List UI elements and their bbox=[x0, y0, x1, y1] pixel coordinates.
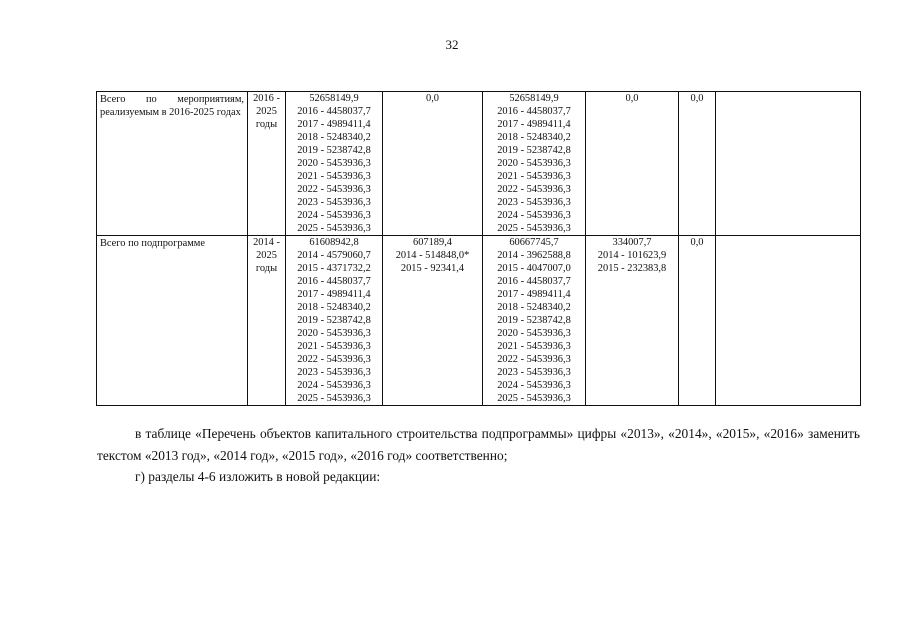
cell-line: 2014 - 101623,9 bbox=[597, 250, 667, 261]
cell-line: 2018 - 5248340,2 bbox=[497, 132, 571, 143]
cell-regional-budget bbox=[483, 92, 586, 236]
cell-line: 2016 - 4458037,7 bbox=[297, 106, 371, 117]
cell-line: 2018 - 5248340,2 bbox=[297, 132, 371, 143]
cell-local-budget bbox=[586, 236, 679, 406]
cell-line: 2024 - 5453936,3 bbox=[297, 380, 371, 391]
cell-extra bbox=[716, 92, 861, 236]
cell-line: 2019 - 5238742,8 bbox=[497, 145, 571, 156]
cell-event-name bbox=[97, 92, 248, 236]
cell-line: 2014 - bbox=[253, 237, 280, 248]
cell-period bbox=[248, 92, 286, 236]
cell-total-funding bbox=[286, 92, 383, 236]
paragraph-sections: г) разделы 4-6 изложить в новой редакции: bbox=[135, 469, 381, 484]
cell-line: 0,0 bbox=[690, 237, 704, 248]
cell-federal-budget bbox=[383, 92, 483, 236]
cell-line: 2025 - 5453936,3 bbox=[297, 223, 371, 234]
cell-line: 2022 - 5453936,3 bbox=[297, 354, 371, 365]
cell-line: 0,0 bbox=[625, 93, 639, 104]
cell-line: 2024 - 5453936,3 bbox=[497, 210, 571, 221]
cell-line: 2020 - 5453936,3 bbox=[297, 158, 371, 169]
cell-line: 2024 - 5453936,3 bbox=[497, 380, 571, 391]
cell-local-budget bbox=[586, 92, 679, 236]
cell-line: 2019 - 5238742,8 bbox=[297, 315, 371, 326]
cell-line: 2022 - 5453936,3 bbox=[497, 354, 571, 365]
cell-line: 2021 - 5453936,3 bbox=[497, 341, 571, 352]
cell-line: 52658149,9 bbox=[309, 93, 359, 104]
cell-line: 2023 - 5453936,3 bbox=[497, 367, 571, 378]
cell-line: 2020 - 5453936,3 bbox=[497, 158, 571, 169]
cell-line: 2014 - 3962588,8 bbox=[497, 250, 571, 261]
cell-other-sources bbox=[679, 236, 716, 406]
cell-line: 2025 - 5453936,3 bbox=[497, 393, 571, 404]
cell-line: Всего по мероприятиям, реализуемым в 2016-2025 годах bbox=[100, 94, 244, 118]
paragraph-table-years: в таблице «Перечень объектов капитального строительства подпрограммы» цифры «2013», «2014», «2015», «2016» заменить текстом «2013 год», «2014 год», «2015 год», «2016 год» соответственно; bbox=[97, 426, 860, 463]
cell-line: 607189,4 bbox=[413, 237, 452, 248]
cell-line: 2017 - 4989411,4 bbox=[297, 119, 371, 130]
cell-line: 2025 - 5453936,3 bbox=[497, 223, 571, 234]
cell-line: 2016 - 4458037,7 bbox=[497, 106, 571, 117]
funding-table bbox=[96, 91, 861, 406]
cell-line: Всего по подпрограмме bbox=[100, 238, 205, 249]
table-row bbox=[97, 92, 861, 236]
cell-federal-budget bbox=[383, 236, 483, 406]
cell-line: годы bbox=[255, 119, 278, 130]
cell-line: 2018 - 5248340,2 bbox=[497, 302, 571, 313]
cell-line: 2015 - 4047007,0 bbox=[497, 263, 571, 274]
cell-line: 2015 - 4371732,2 bbox=[297, 263, 371, 274]
cell-line: 0,0 bbox=[690, 93, 704, 104]
cell-line: 2016 - bbox=[253, 93, 280, 104]
cell-line: 52658149,9 bbox=[509, 93, 559, 104]
cell-line: 2014 - 4579060,7 bbox=[297, 250, 371, 261]
cell-period bbox=[248, 236, 286, 406]
cell-line: 2021 - 5453936,3 bbox=[297, 171, 371, 182]
cell-regional-budget bbox=[483, 236, 586, 406]
cell-line: 2023 - 5453936,3 bbox=[297, 367, 371, 378]
cell-line: 2016 - 4458037,7 bbox=[497, 276, 571, 287]
cell-other-sources bbox=[679, 92, 716, 236]
cell-line: 2022 - 5453936,3 bbox=[497, 184, 571, 195]
cell-line: 2014 - 514848,0* bbox=[395, 250, 470, 261]
cell-line: 2023 - 5453936,3 bbox=[497, 197, 571, 208]
cell-line: 2021 - 5453936,3 bbox=[497, 171, 571, 182]
cell-line: 2017 - 4989411,4 bbox=[497, 289, 571, 300]
cell-line: 2015 - 92341,4 bbox=[400, 263, 465, 274]
cell-line: 2015 - 232383,8 bbox=[597, 263, 667, 274]
cell-line: 2023 - 5453936,3 bbox=[297, 197, 371, 208]
cell-line: 0,0 bbox=[426, 93, 439, 104]
cell-line: 61608942,8 bbox=[309, 237, 359, 248]
cell-line: 2021 - 5453936,3 bbox=[297, 341, 371, 352]
cell-line: 2025 bbox=[256, 250, 277, 261]
cell-line: 2017 - 4989411,4 bbox=[497, 119, 571, 130]
cell-extra bbox=[716, 236, 861, 406]
cell-line: 334007,7 bbox=[612, 237, 652, 248]
cell-line: 2017 - 4989411,4 bbox=[297, 289, 371, 300]
cell-line: 2025 bbox=[256, 106, 277, 117]
cell-line: годы bbox=[255, 263, 278, 274]
cell-line: 2020 - 5453936,3 bbox=[297, 328, 371, 339]
cell-total-funding bbox=[286, 236, 383, 406]
cell-line: 2019 - 5238742,8 bbox=[297, 145, 371, 156]
cell-line: 2022 - 5453936,3 bbox=[297, 184, 371, 195]
cell-line: 2019 - 5238742,8 bbox=[497, 315, 571, 326]
cell-line: 60667745,7 bbox=[509, 237, 559, 248]
cell-line: 2020 - 5453936,3 bbox=[497, 328, 571, 339]
cell-line: 2024 - 5453936,3 bbox=[297, 210, 371, 221]
cell-line: 2025 - 5453936,3 bbox=[297, 393, 371, 404]
cell-line: 2016 - 4458037,7 bbox=[297, 276, 371, 287]
table-row bbox=[97, 236, 861, 406]
cell-event-name bbox=[97, 236, 248, 406]
cell-line: 2018 - 5248340,2 bbox=[297, 302, 371, 313]
page-number: 32 bbox=[445, 37, 459, 52]
